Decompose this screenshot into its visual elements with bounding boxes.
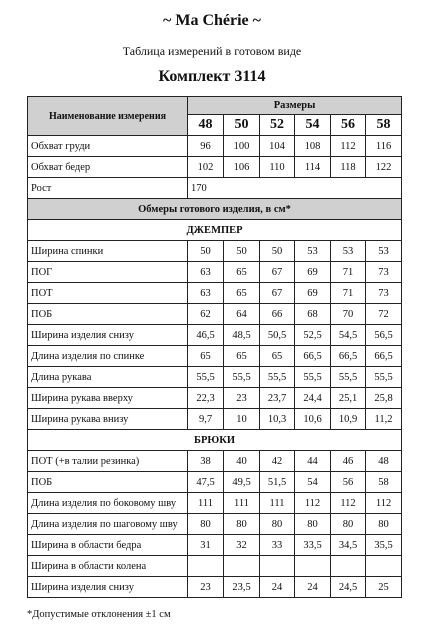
brand-title: ~ Ma Chérie ~ bbox=[163, 12, 261, 29]
section-title: БРЮКИ bbox=[28, 430, 402, 451]
height-value: 170 bbox=[188, 178, 402, 199]
table-row bbox=[28, 220, 402, 241]
value-cell: 102 bbox=[188, 157, 224, 178]
value-cell: 10,6 bbox=[295, 409, 331, 430]
finished-measurements-header: Обмеры готового изделия, в см* bbox=[28, 199, 402, 220]
table-subtitle: Таблица измерений в готовом виде bbox=[122, 44, 302, 58]
value-cell: 69 bbox=[295, 283, 331, 304]
value-cell: 31 bbox=[188, 535, 224, 556]
row-label: Ширина в области бедра bbox=[28, 535, 188, 556]
value-cell: 23 bbox=[188, 577, 224, 598]
value-cell: 10,3 bbox=[260, 409, 295, 430]
table-row bbox=[28, 514, 402, 535]
table-row bbox=[28, 262, 402, 283]
value-cell: 48 bbox=[366, 451, 402, 472]
value-cell: 44 bbox=[295, 451, 331, 472]
value-cell: 47,5 bbox=[188, 472, 224, 493]
value-cell: 108 bbox=[295, 136, 331, 157]
size-header-cell: 52 bbox=[260, 115, 295, 136]
value-cell: 70 bbox=[331, 304, 366, 325]
size-header-cell: 58 bbox=[366, 115, 402, 136]
value-cell: 62 bbox=[188, 304, 224, 325]
value-cell: 55,5 bbox=[295, 367, 331, 388]
table-row bbox=[28, 535, 402, 556]
value-cell: 25 bbox=[366, 577, 402, 598]
value-cell: 10 bbox=[224, 409, 260, 430]
value-cell: 66,5 bbox=[295, 346, 331, 367]
value-cell: 112 bbox=[331, 493, 366, 514]
table-row bbox=[28, 367, 402, 388]
table-row bbox=[28, 430, 402, 451]
value-cell: 80 bbox=[224, 514, 260, 535]
value-cell: 111 bbox=[224, 493, 260, 514]
value-cell: 53 bbox=[295, 241, 331, 262]
table-row bbox=[28, 451, 402, 472]
value-cell: 116 bbox=[366, 136, 402, 157]
row-label: ПОТ (+в талии резинка) bbox=[28, 451, 188, 472]
value-cell: 49,5 bbox=[224, 472, 260, 493]
row-label: Ширина рукава вверху bbox=[28, 388, 188, 409]
row-label: Ширина спинки bbox=[28, 241, 188, 262]
value-cell: 46,5 bbox=[188, 325, 224, 346]
row-label: Длина изделия по боковому шву bbox=[28, 493, 188, 514]
value-cell: 66,5 bbox=[366, 346, 402, 367]
value-cell: 100 bbox=[224, 136, 260, 157]
value-cell: 55,5 bbox=[224, 367, 260, 388]
size-header-cell: 54 bbox=[295, 115, 331, 136]
value-cell: 80 bbox=[260, 514, 295, 535]
value-cell: 55,5 bbox=[366, 367, 402, 388]
value-cell: 56 bbox=[331, 472, 366, 493]
value-cell: 65 bbox=[224, 262, 260, 283]
value-cell: 34,5 bbox=[331, 535, 366, 556]
value-cell: 24 bbox=[260, 577, 295, 598]
value-cell: 112 bbox=[366, 493, 402, 514]
value-cell: 106 bbox=[224, 157, 260, 178]
value-cell: 111 bbox=[188, 493, 224, 514]
table-row bbox=[28, 409, 402, 430]
value-cell: 24 bbox=[295, 577, 331, 598]
value-cell: 69 bbox=[295, 262, 331, 283]
value-cell: 9,7 bbox=[188, 409, 224, 430]
table-row bbox=[28, 97, 402, 115]
value-cell: 66,5 bbox=[331, 346, 366, 367]
value-cell: 55,5 bbox=[331, 367, 366, 388]
value-cell: 56,5 bbox=[366, 325, 402, 346]
value-cell: 55,5 bbox=[260, 367, 295, 388]
value-cell: 122 bbox=[366, 157, 402, 178]
size-header-cell: 56 bbox=[331, 115, 366, 136]
measurement-table bbox=[27, 96, 402, 598]
table-row bbox=[28, 472, 402, 493]
value-cell: 46 bbox=[331, 451, 366, 472]
size-header-cell: 50 bbox=[224, 115, 260, 136]
value-cell: 65 bbox=[188, 346, 224, 367]
value-cell: 68 bbox=[295, 304, 331, 325]
value-cell: 50 bbox=[260, 241, 295, 262]
size-header-cell: 48 bbox=[188, 115, 224, 136]
table-row bbox=[28, 157, 402, 178]
value-cell: 118 bbox=[331, 157, 366, 178]
table-row bbox=[28, 325, 402, 346]
product-title: Комплект 3114 bbox=[158, 68, 266, 85]
row-label: Длина изделия по спинке bbox=[28, 346, 188, 367]
value-cell: 80 bbox=[188, 514, 224, 535]
row-label: ПОБ bbox=[28, 304, 188, 325]
value-cell: 33 bbox=[260, 535, 295, 556]
value-cell: 35,5 bbox=[366, 535, 402, 556]
value-cell: 24,4 bbox=[295, 388, 331, 409]
table-row bbox=[28, 577, 402, 598]
value-cell: 71 bbox=[331, 283, 366, 304]
value-cell: 23 bbox=[224, 388, 260, 409]
row-label: Рост bbox=[28, 178, 188, 199]
value-cell: 51,5 bbox=[260, 472, 295, 493]
table-row bbox=[28, 178, 402, 199]
value-cell: 50,5 bbox=[260, 325, 295, 346]
row-label: ПОГ bbox=[28, 262, 188, 283]
value-cell: 73 bbox=[366, 283, 402, 304]
value-cell: 55,5 bbox=[188, 367, 224, 388]
value-cell: 112 bbox=[331, 136, 366, 157]
value-cell: 67 bbox=[260, 262, 295, 283]
value-cell: 53 bbox=[331, 241, 366, 262]
table-row bbox=[28, 304, 402, 325]
value-cell: 48,5 bbox=[224, 325, 260, 346]
row-label: Ширина изделия снизу bbox=[28, 577, 188, 598]
measurement-name-header: Наименование измерения bbox=[28, 97, 188, 136]
value-cell bbox=[295, 556, 331, 577]
row-label: Длина рукава bbox=[28, 367, 188, 388]
value-cell: 52,5 bbox=[295, 325, 331, 346]
table-row bbox=[28, 346, 402, 367]
value-cell: 64 bbox=[224, 304, 260, 325]
row-label: Обхват груди bbox=[28, 136, 188, 157]
value-cell: 11,2 bbox=[366, 409, 402, 430]
footnote: *Допустимые отклонения ±1 см bbox=[27, 609, 171, 620]
value-cell: 23,5 bbox=[224, 577, 260, 598]
row-label: Ширина изделия снизу bbox=[28, 325, 188, 346]
value-cell bbox=[188, 556, 224, 577]
value-cell: 33,5 bbox=[295, 535, 331, 556]
table-row bbox=[28, 493, 402, 514]
value-cell: 54 bbox=[295, 472, 331, 493]
value-cell: 50 bbox=[188, 241, 224, 262]
value-cell: 42 bbox=[260, 451, 295, 472]
value-cell: 22,3 bbox=[188, 388, 224, 409]
table-row bbox=[28, 241, 402, 262]
row-label: Ширина в области колена bbox=[28, 556, 188, 577]
value-cell: 65 bbox=[224, 283, 260, 304]
value-cell: 58 bbox=[366, 472, 402, 493]
value-cell: 25,1 bbox=[331, 388, 366, 409]
table-row bbox=[28, 388, 402, 409]
value-cell: 72 bbox=[366, 304, 402, 325]
value-cell: 112 bbox=[295, 493, 331, 514]
value-cell: 80 bbox=[331, 514, 366, 535]
value-cell: 114 bbox=[295, 157, 331, 178]
row-label: Ширина рукава внизу bbox=[28, 409, 188, 430]
value-cell: 63 bbox=[188, 262, 224, 283]
value-cell bbox=[366, 556, 402, 577]
value-cell: 23,7 bbox=[260, 388, 295, 409]
value-cell: 80 bbox=[366, 514, 402, 535]
value-cell: 71 bbox=[331, 262, 366, 283]
value-cell: 67 bbox=[260, 283, 295, 304]
value-cell: 65 bbox=[260, 346, 295, 367]
value-cell: 104 bbox=[260, 136, 295, 157]
value-cell: 32 bbox=[224, 535, 260, 556]
value-cell: 53 bbox=[366, 241, 402, 262]
value-cell: 10,9 bbox=[331, 409, 366, 430]
value-cell: 50 bbox=[224, 241, 260, 262]
measurement-table-body bbox=[28, 97, 402, 598]
row-label: ПОТ bbox=[28, 283, 188, 304]
row-label: Длина изделия по шаговому шву bbox=[28, 514, 188, 535]
value-cell: 40 bbox=[224, 451, 260, 472]
section-title: ДЖЕМПЕР bbox=[28, 220, 402, 241]
value-cell: 54,5 bbox=[331, 325, 366, 346]
table-row bbox=[28, 136, 402, 157]
table-row bbox=[28, 556, 402, 577]
value-cell: 63 bbox=[188, 283, 224, 304]
row-label: ПОБ bbox=[28, 472, 188, 493]
value-cell bbox=[224, 556, 260, 577]
row-label: Обхват бедер bbox=[28, 157, 188, 178]
value-cell bbox=[331, 556, 366, 577]
value-cell: 24,5 bbox=[331, 577, 366, 598]
value-cell: 65 bbox=[224, 346, 260, 367]
sizes-header: Размеры bbox=[188, 97, 402, 115]
value-cell: 80 bbox=[295, 514, 331, 535]
value-cell: 111 bbox=[260, 493, 295, 514]
value-cell: 110 bbox=[260, 157, 295, 178]
table-row bbox=[28, 283, 402, 304]
value-cell bbox=[260, 556, 295, 577]
value-cell: 66 bbox=[260, 304, 295, 325]
value-cell: 96 bbox=[188, 136, 224, 157]
value-cell: 73 bbox=[366, 262, 402, 283]
value-cell: 25,8 bbox=[366, 388, 402, 409]
value-cell: 38 bbox=[188, 451, 224, 472]
table-row bbox=[28, 199, 402, 220]
